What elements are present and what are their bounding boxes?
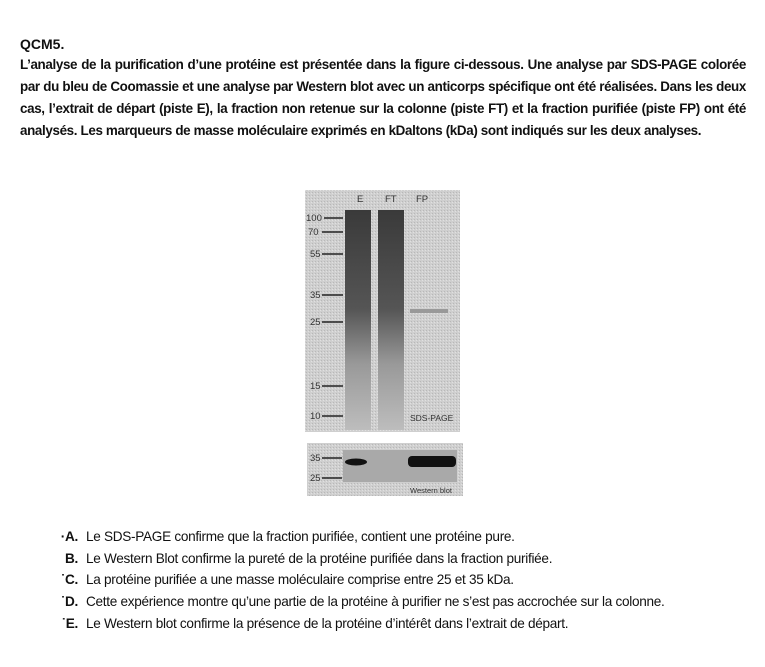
- option-c[interactable]: [40, 569, 750, 591]
- option-d[interactable]: [40, 591, 750, 613]
- option-text: Le SDS-PAGE confirme que la fraction purifiée, contient une protéine pure.: [86, 529, 515, 544]
- tick-mark: ˙: [60, 572, 65, 588]
- option-text: Cette expérience montre qu’une partie de la protéine à purifier ne s’est pas accrochée sur la colonne.: [86, 594, 665, 610]
- option-letter: D.: [65, 594, 78, 610]
- gel-figure: [300, 186, 470, 511]
- marker-label: 10: [310, 411, 321, 422]
- lane-label-ft: FT: [385, 194, 397, 205]
- option-letter: C.: [65, 572, 78, 588]
- marker-label: 25: [310, 317, 321, 328]
- option-e[interactable]: [40, 613, 750, 635]
- option-text: Le Western blot confirme la présence de la protéine d’intérêt dans l’extrait de départ.: [86, 615, 569, 631]
- sds-page-label: SDS-PAGE: [410, 413, 454, 423]
- marker-label: 35: [310, 453, 321, 464]
- sds-page-gel: [305, 190, 460, 432]
- western-blot: [307, 443, 463, 496]
- lane-label-e: E: [357, 194, 364, 205]
- option-text: La protéine purifiée a une masse moléculaire comprise entre 25 et 35 kDa.: [86, 572, 514, 588]
- option-letter: B.: [65, 550, 78, 566]
- marker-label: 100: [306, 213, 322, 224]
- lane-e: [345, 210, 371, 430]
- option-letter: A.: [65, 529, 78, 544]
- lane-label-fp: FP: [416, 194, 429, 205]
- marker-label: 35: [310, 290, 321, 301]
- marker-label: 70: [308, 227, 319, 238]
- option-b[interactable]: [40, 548, 750, 570]
- lane-ft: [378, 210, 404, 430]
- question-title: QCM5.: [20, 36, 65, 52]
- option-a[interactable]: [40, 526, 750, 548]
- wb-band-fp: [408, 456, 456, 467]
- wb-band-e: [345, 459, 367, 466]
- marker-label: 25: [310, 473, 321, 484]
- question-statement: L’analyse de la purification d’une protéine est présentée dans la figure ci-dessous. Une analyse par SDS-PAGE colorée par du bleu de Coomassie et une analyse par Western blot avec un anticorps spécifique ont été réalisées. Dans les deux cas, l’extrait de départ (piste E), la fraction non retenue sur la colonne (piste FT) et la fraction purifiée (piste FP) ont été analysés. Les marqueurs de masse moléculaire exprimés en kDaltons (kDa) sont indiqués sur les deux analyses.: [20, 57, 746, 138]
- tick-mark: ˙: [61, 615, 66, 631]
- option-letter: E.: [65, 615, 78, 631]
- answer-options: [40, 526, 750, 635]
- marker-label: 55: [310, 249, 321, 260]
- option-text: Le Western Blot confirme la pureté de la protéine purifiée dans la fraction purifiée.: [86, 550, 553, 566]
- western-blot-label: Western blot: [410, 486, 452, 495]
- fp-band: [410, 309, 448, 313]
- tick-mark: ˙: [60, 594, 65, 610]
- tick-mark: ·: [60, 529, 65, 544]
- marker-label: 15: [310, 381, 321, 392]
